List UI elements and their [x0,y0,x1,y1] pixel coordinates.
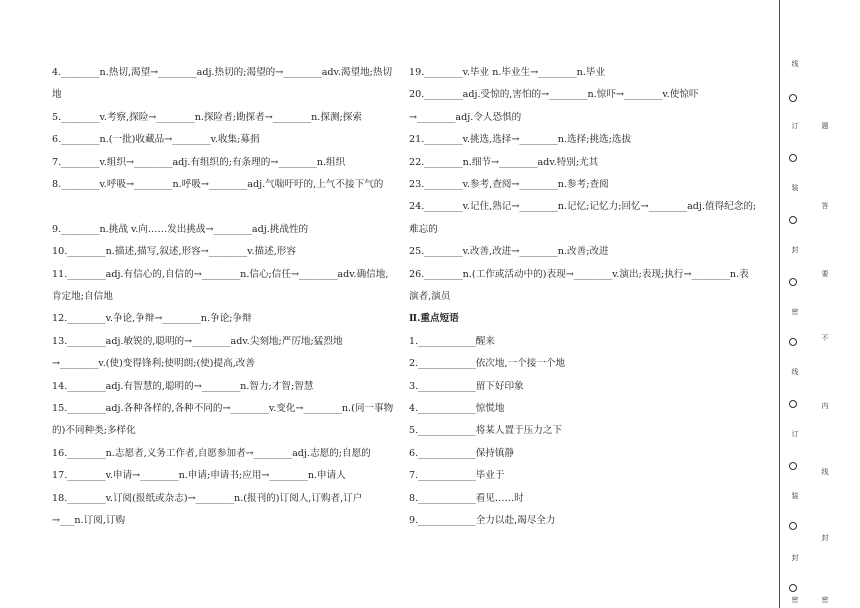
vocab-item: 26.________n.(工作或活动中的)表现→________v.演出;表现;执行→________n.表演者,演员 [409,268,749,303]
vocab-item: 23.________v.参考,查阅→________n.参考;查阅 [409,179,609,191]
left-column [52,62,394,532]
hole-circle-icon [789,338,797,346]
vocab-item: 10.________n.描述,描写,叙述,形容→________v.描述,形容 [52,246,296,258]
vocab-item: 6.________n.(一批)收藏品→________v.收集;募捐 [52,134,260,146]
binding-char: 订 [791,430,799,437]
hole-circle-icon [789,94,797,102]
hole-circle-icon [789,278,797,286]
vocab-item: 9.________n.挑战 v.向……发出挑战→________adj.挑战性的 [52,223,309,235]
phrase-item: 5.____________将某人置于压力之下 [409,425,563,437]
vocab-item: 13.________adj.敏锐的,聪明的→________adv.尖刻地;严厉地;猛烈地→________v.(使)变得锋利;使明朗;(使)提高,改善 [52,335,343,370]
vocab-item: 11.________adj.有信心的,自信的→________n.信心;信任→________adv.确信地,肯定地;自信地 [52,268,389,303]
vocab-item: 18.________v.订阅(报纸或杂志)→________n.(报刊的)订阅人,订购者,订户→___n.订阅,订购 [52,492,363,527]
binding-char: 不 [821,334,829,341]
binding-char: 封 [821,534,829,541]
binding-char: 要 [821,270,829,277]
phrase-item: 4.____________惊慌地 [409,403,505,415]
phrase-item: 7.____________毕业于 [409,470,505,482]
vocab-item: 25.________v.改善,改进→________n.改善;改进 [409,246,609,258]
binding-char: 线 [821,468,829,475]
phrase-item: 6.____________保持镇静 [409,447,515,459]
vocab-item: 22.________n.细节→________adv.特别;尤其 [409,156,599,168]
binding-char: 内 [821,402,829,409]
binding-char: 密 [791,308,799,315]
phrase-item: 3.____________留下好印象 [409,380,524,392]
vocab-item: 8.________v.呼吸→________n.呼吸→________adj.气喘吁吁的,上气不接下气的 [52,179,384,191]
vocab-item: 15.________adj.各种各样的,各种不同的→________v.变化→________n.(同一事物的)不同种类;多样化 [52,403,394,437]
binding-margin [786,56,856,608]
vocab-item: 5.________v.考察,探险→________n.探险者;勘探者→________n.探测;探索 [52,111,362,123]
binding-char: 装 [791,184,799,191]
section-title: Ⅱ.重点短语 [409,313,459,325]
phrase-item: 1.____________醒来 [409,335,495,347]
hole-circle-icon [789,584,797,592]
vocab-item: 12.________v.争论,争辩→________n.争论;争辩 [52,313,252,325]
vocab-item: 17.________v.申请→________n.申请;申请书;应用→________n.申请人 [52,470,346,482]
binding-line [779,0,780,608]
binding-char: 封 [791,246,799,253]
hole-circle-icon [789,522,797,530]
vocab-item: 7.________v.组织→________adj.有组织的;有条理的→________n.组织 [52,156,346,168]
binding-char: 线 [791,60,799,67]
binding-char: 答 [821,202,829,209]
hole-circle-icon [789,462,797,470]
binding-char: 密 [821,596,829,603]
hole-circle-icon [789,216,797,224]
vocab-item: 20.________adj.受惊的,害怕的→________n.惊吓→________v.使惊吓→________adj.令人恐惧的 [409,89,699,123]
binding-char: 装 [791,492,799,499]
hole-circle-icon [789,154,797,162]
binding-char: 密 [791,596,799,603]
phrase-item: 9.____________全力以赴,竭尽全力 [409,515,556,527]
vocab-item: 4.________n.热切,渴望→________adj.热切的;渴望的→________adv.渴望地;热切地 [52,67,393,101]
right-column [409,62,757,532]
phrase-item: 2.____________依次地,一个接一个地 [409,358,566,370]
vocab-item: 19.________v.毕业 n.毕业生→________n.毕业 [409,67,606,78]
binding-char: 题 [821,122,829,129]
vocab-item: 14.________adj.有智慧的,聪明的→________n.智力;才智;智慧 [52,380,314,392]
binding-char: 封 [791,554,799,561]
vocab-item: 16.________n.志愿者,义务工作者,自愿参加者→________adj.志愿的;自愿的 [52,447,371,459]
hole-circle-icon [789,400,797,408]
vocab-item: 21.________v.挑选,选择→________n.选择;挑选;选拔 [409,134,632,146]
phrase-item: 8.____________看见……时 [409,492,524,504]
binding-char: 订 [791,122,799,129]
binding-char: 线 [791,368,799,375]
vocab-item: 24.________v.记住,熟记→________n.记忆;记忆力;回忆→________adj.值得纪念的;难忘的 [409,201,757,235]
